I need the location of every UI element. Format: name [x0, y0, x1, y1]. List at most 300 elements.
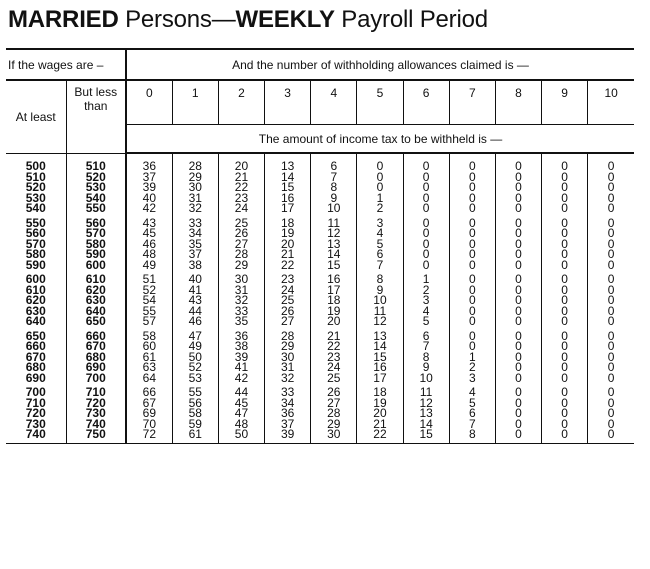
tax-cell-allowance-10: 0: [588, 193, 634, 204]
wage-but-less-than: 710: [66, 383, 126, 398]
tax-cell-allowance-10: 0: [588, 203, 634, 214]
wage-but-less-than: 580: [66, 239, 126, 250]
tax-cell-allowance-0: 64: [126, 373, 172, 384]
tax-cell-allowance-4: 14: [311, 249, 357, 260]
tax-cell-allowance-0: 43: [126, 214, 172, 229]
tax-cell-allowance-9: 0: [542, 419, 588, 430]
tax-cell-allowance-1: 53: [172, 373, 218, 384]
table-row: [6, 153, 634, 172]
tax-cell-allowance-8: 0: [495, 239, 541, 250]
tax-cell-allowance-1: 61: [172, 429, 218, 443]
tax-cell-allowance-1: 43: [172, 295, 218, 306]
tax-cell-allowance-9: 0: [542, 228, 588, 239]
tax-cell-allowance-4: 21: [311, 327, 357, 342]
tax-cell-allowance-2: 41: [218, 362, 264, 373]
tax-cell-allowance-3: 16: [265, 193, 311, 204]
tax-cell-allowance-6: 0: [403, 249, 449, 260]
withholding-table: [6, 48, 634, 444]
tax-cell-allowance-10: 0: [588, 408, 634, 419]
tax-cell-allowance-2: 32: [218, 295, 264, 306]
tax-cell-allowance-1: 31: [172, 193, 218, 204]
wage-but-less-than: 700: [66, 373, 126, 384]
tax-cell-allowance-1: 29: [172, 172, 218, 183]
wage-but-less-than: 730: [66, 408, 126, 419]
tax-cell-allowance-5: 19: [357, 398, 403, 409]
table-row: [6, 429, 634, 443]
tax-cell-allowance-6: 11: [403, 383, 449, 398]
allowance-col-0: 0: [126, 80, 172, 125]
tax-cell-allowance-4: 7: [311, 172, 357, 183]
wage-at-least: 540: [25, 201, 46, 215]
allowance-col-4: 4: [311, 80, 357, 125]
tax-cell-allowance-7: 0: [449, 153, 495, 172]
tax-cell-allowance-1: 37: [172, 249, 218, 260]
wage-at-least: 690: [25, 370, 46, 385]
tax-cell-allowance-6: 15: [403, 429, 449, 443]
header-row-2: [6, 80, 634, 125]
tax-cell-allowance-10: 0: [588, 398, 634, 409]
tax-cell-allowance-2: 35: [218, 316, 264, 327]
table-row: [6, 316, 634, 327]
tax-cell-allowance-8: 0: [495, 203, 541, 214]
tax-cell-allowance-5: 1: [357, 193, 403, 204]
at-least-header: At least: [6, 80, 66, 153]
tax-cell-allowance-3: 33: [265, 383, 311, 398]
tax-cell-allowance-9: 0: [542, 285, 588, 296]
wage-at-least: 700: [25, 385, 46, 399]
tax-cell-allowance-7: 4: [449, 383, 495, 398]
wage-at-least: 600: [25, 272, 46, 286]
tax-cell-allowance-1: 55: [172, 383, 218, 398]
wage-but-less-than: 630: [66, 295, 126, 306]
table-row: [6, 260, 634, 271]
tax-cell-allowance-3: 36: [265, 408, 311, 419]
tax-cell-allowance-0: 52: [126, 285, 172, 296]
tax-cell-allowance-1: 38: [172, 260, 218, 271]
tax-cell-allowance-9: 0: [542, 295, 588, 306]
tax-cell-allowance-2: 50: [218, 429, 264, 443]
tax-cell-allowance-1: 35: [172, 239, 218, 250]
wage-but-less-than: 560: [66, 214, 126, 229]
wage-but-less-than: 750: [66, 429, 126, 443]
tax-cell-allowance-8: 0: [495, 172, 541, 183]
tax-cell-allowance-7: 0: [449, 341, 495, 352]
tax-cell-allowance-6: 0: [403, 153, 449, 172]
tax-cell-allowance-2: 44: [218, 383, 264, 398]
tax-cell-allowance-2: 31: [218, 285, 264, 296]
tax-cell-allowance-9: 0: [542, 316, 588, 327]
tax-cell-allowance-2: 21: [218, 172, 264, 183]
tax-cell-allowance-6: 2: [403, 285, 449, 296]
tax-cell-allowance-1: 34: [172, 228, 218, 239]
tax-cell-allowance-1: 30: [172, 182, 218, 193]
tax-cell-allowance-2: 36: [218, 327, 264, 342]
tax-cell-allowance-7: 0: [449, 239, 495, 250]
wage-but-less-than: 540: [66, 193, 126, 204]
tax-cell-allowance-3: 14: [265, 172, 311, 183]
tax-cell-allowance-0: 63: [126, 362, 172, 373]
tax-cell-allowance-9: 0: [542, 270, 588, 285]
tax-cell-allowance-3: 34: [265, 398, 311, 409]
tax-cell-allowance-5: 0: [357, 153, 403, 172]
wage-but-less-than: 690: [66, 362, 126, 373]
tax-cell-allowance-3: 26: [265, 306, 311, 317]
wage-at-least: 730: [25, 416, 46, 431]
wage-but-less-than: 740: [66, 419, 126, 430]
tax-cell-allowance-0: 66: [126, 383, 172, 398]
tax-cell-allowance-7: 0: [449, 285, 495, 296]
allowance-col-1: 1: [172, 80, 218, 125]
wage-at-least: 550: [25, 215, 46, 230]
wage-at-least: 680: [25, 360, 46, 374]
tax-cell-allowance-5: 5: [357, 239, 403, 250]
tax-cell-allowance-10: 0: [588, 153, 634, 172]
wage-at-least: 610: [25, 282, 46, 297]
tax-cell-allowance-3: 30: [265, 352, 311, 363]
tax-cell-allowance-5: 10: [357, 295, 403, 306]
tax-cell-allowance-4: 12: [311, 228, 357, 239]
tax-cell-allowance-4: 16: [311, 270, 357, 285]
tax-cell-allowance-3: 23: [265, 270, 311, 285]
tax-cell-allowance-2: 28: [218, 249, 264, 260]
tax-cell-allowance-3: 22: [265, 260, 311, 271]
tax-cell-allowance-5: 2: [357, 203, 403, 214]
wage-at-least: 710: [25, 395, 46, 410]
tax-cell-allowance-9: 0: [542, 429, 588, 443]
tax-cell-allowance-3: 25: [265, 295, 311, 306]
tax-cell-allowance-9: 0: [542, 341, 588, 352]
tax-cell-allowance-1: 40: [172, 270, 218, 285]
tax-cell-allowance-2: 30: [218, 270, 264, 285]
wage-at-least: 650: [25, 328, 46, 343]
tax-cell-allowance-2: 20: [218, 153, 264, 172]
title-married: MARRIED: [8, 6, 119, 33]
tax-cell-allowance-4: 11: [311, 214, 357, 229]
tax-cell-allowance-5: 16: [357, 362, 403, 373]
tax-cell-allowance-6: 0: [403, 182, 449, 193]
tax-cell-allowance-5: 14: [357, 341, 403, 352]
tax-cell-allowance-10: 0: [588, 228, 634, 239]
wage-at-least: 740: [6, 429, 66, 443]
tax-cell-allowance-8: 0: [495, 182, 541, 193]
page-title: [8, 6, 488, 34]
tax-cell-allowance-1: 50: [172, 352, 218, 363]
tax-cell-allowance-0: 45: [126, 228, 172, 239]
allowance-col-2: 2: [218, 80, 264, 125]
wage-at-least: 510: [25, 169, 46, 184]
tax-cell-allowance-0: 39: [126, 182, 172, 193]
tax-cell-allowance-6: 9: [403, 362, 449, 373]
tax-cell-allowance-10: 0: [588, 341, 634, 352]
tax-cell-allowance-0: 46: [126, 239, 172, 250]
tax-cell-allowance-8: 0: [495, 408, 541, 419]
tax-cell-allowance-10: 0: [588, 295, 634, 306]
tax-cell-allowance-8: 0: [495, 429, 541, 443]
tax-cell-allowance-3: 15: [265, 182, 311, 193]
tax-cell-allowance-0: 58: [126, 327, 172, 342]
tax-cell-allowance-2: 33: [218, 306, 264, 317]
tax-cell-allowance-7: 5: [449, 398, 495, 409]
allowance-col-5: 5: [357, 80, 403, 125]
tax-cell-allowance-9: 0: [542, 172, 588, 183]
tax-cell-allowance-4: 23: [311, 352, 357, 363]
tax-cell-allowance-5: 11: [357, 306, 403, 317]
tax-cell-allowance-5: 22: [357, 429, 403, 443]
tax-cell-allowance-8: 0: [495, 249, 541, 260]
tax-cell-allowance-6: 7: [403, 341, 449, 352]
tax-cell-allowance-2: 23: [218, 193, 264, 204]
tax-cell-allowance-8: 0: [495, 419, 541, 430]
tax-cell-allowance-1: 33: [172, 214, 218, 229]
tax-cell-allowance-9: 0: [542, 260, 588, 271]
tax-cell-allowance-2: 47: [218, 408, 264, 419]
tax-cell-allowance-7: 3: [449, 373, 495, 384]
tax-cell-allowance-8: 0: [495, 214, 541, 229]
tax-cell-allowance-2: 42: [218, 373, 264, 384]
tax-cell-allowance-6: 13: [403, 408, 449, 419]
tax-cell-allowance-4: 17: [311, 285, 357, 296]
wage-at-least: 560: [25, 226, 46, 240]
tax-cell-allowance-4: 22: [311, 341, 357, 352]
tax-cell-allowance-10: 0: [588, 383, 634, 398]
tax-cell-allowance-10: 0: [588, 327, 634, 342]
title-period: Payroll Period: [334, 6, 488, 33]
tax-cell-allowance-1: 47: [172, 327, 218, 342]
tax-cell-allowance-5: 12: [357, 316, 403, 327]
tax-cell-allowance-10: 0: [588, 270, 634, 285]
tax-cell-allowance-9: 0: [542, 182, 588, 193]
allowance-col-6: 6: [403, 80, 449, 125]
tax-cell-allowance-0: 54: [126, 295, 172, 306]
tax-cell-allowance-8: 0: [495, 193, 541, 204]
tax-cell-allowance-5: 0: [357, 172, 403, 183]
tax-cell-allowance-9: 0: [542, 383, 588, 398]
tax-cell-allowance-8: 0: [495, 316, 541, 327]
tax-cell-allowance-0: 51: [126, 270, 172, 285]
tax-cell-allowance-0: 48: [126, 249, 172, 260]
tax-cell-allowance-5: 15: [357, 352, 403, 363]
tax-cell-allowance-3: 19: [265, 228, 311, 239]
tax-cell-allowance-3: 31: [265, 362, 311, 373]
tax-cell-allowance-10: 0: [588, 172, 634, 183]
tax-cell-allowance-1: 44: [172, 306, 218, 317]
tax-cell-allowance-3: 37: [265, 419, 311, 430]
tax-cell-allowance-6: 6: [403, 327, 449, 342]
tax-cell-allowance-1: 49: [172, 341, 218, 352]
wage-but-less-than: 720: [66, 398, 126, 409]
wage-but-less-than: 640: [66, 306, 126, 317]
tax-cell-allowance-0: 69: [126, 408, 172, 419]
tax-cell-allowance-4: 26: [311, 383, 357, 398]
tax-cell-allowance-3: 32: [265, 373, 311, 384]
tax-cell-allowance-7: 0: [449, 203, 495, 214]
tax-cell-allowance-9: 0: [542, 373, 588, 384]
tax-cell-allowance-10: 0: [588, 260, 634, 271]
tax-cell-allowance-6: 12: [403, 398, 449, 409]
tax-cell-allowance-4: 13: [311, 239, 357, 250]
tax-cell-allowance-5: 18: [357, 383, 403, 398]
tax-cell-allowance-5: 13: [357, 327, 403, 342]
allowance-col-3: 3: [265, 80, 311, 125]
tax-cell-allowance-4: 25: [311, 373, 357, 384]
tax-cell-allowance-8: 0: [495, 285, 541, 296]
tax-cell-allowance-6: 0: [403, 172, 449, 183]
tax-cell-allowance-3: 13: [265, 153, 311, 172]
tax-cell-allowance-6: 0: [403, 239, 449, 250]
tax-cell-allowance-9: 0: [542, 327, 588, 342]
tax-cell-allowance-3: 21: [265, 249, 311, 260]
tax-cell-allowance-5: 7: [357, 260, 403, 271]
wage-at-least: 660: [25, 339, 46, 353]
tax-cell-allowance-10: 0: [588, 316, 634, 327]
tax-cell-allowance-0: 37: [126, 172, 172, 183]
tax-cell-allowance-2: 39: [218, 352, 264, 363]
tax-cell-allowance-9: 0: [542, 408, 588, 419]
tax-cell-allowance-4: 24: [311, 362, 357, 373]
tax-cell-allowance-5: 8: [357, 270, 403, 285]
tax-cell-allowance-2: 48: [218, 419, 264, 430]
tax-cell-allowance-9: 0: [542, 398, 588, 409]
tax-cell-allowance-10: 0: [588, 214, 634, 229]
tax-cell-allowance-6: 0: [403, 193, 449, 204]
wage-at-least: 530: [25, 190, 46, 205]
tax-cell-allowance-4: 20: [311, 316, 357, 327]
wage-at-least: 630: [25, 303, 46, 318]
tax-cell-allowance-7: 0: [449, 316, 495, 327]
wage-at-least: 620: [25, 293, 46, 307]
tax-cell-allowance-5: 17: [357, 373, 403, 384]
tax-cell-allowance-7: 0: [449, 228, 495, 239]
tax-cell-allowance-10: 0: [588, 362, 634, 373]
tax-cell-allowance-10: 0: [588, 419, 634, 430]
tax-cell-allowance-3: 18: [265, 214, 311, 229]
tax-cell-allowance-3: 39: [265, 429, 311, 443]
tax-cell-allowance-9: 0: [542, 203, 588, 214]
tax-cell-allowance-2: 27: [218, 239, 264, 250]
tax-cell-allowance-4: 29: [311, 419, 357, 430]
tax-rows: [6, 153, 634, 443]
tax-cell-allowance-0: 42: [126, 203, 172, 214]
tax-cell-allowance-2: 45: [218, 398, 264, 409]
tax-cell-allowance-7: 0: [449, 260, 495, 271]
wage-but-less-than: 520: [66, 172, 126, 183]
tax-cell-allowance-2: 29: [218, 260, 264, 271]
title-weekly: WEEKLY: [235, 6, 335, 33]
tax-cell-allowance-9: 0: [542, 249, 588, 260]
tax-cell-allowance-1: 28: [172, 153, 218, 172]
tax-cell-allowance-0: 40: [126, 193, 172, 204]
tax-cell-allowance-2: 26: [218, 228, 264, 239]
tax-cell-allowance-3: 20: [265, 239, 311, 250]
tax-cell-allowance-6: 3: [403, 295, 449, 306]
tax-cell-allowance-5: 3: [357, 214, 403, 229]
tax-cell-allowance-0: 70: [126, 419, 172, 430]
tax-cell-allowance-8: 0: [495, 153, 541, 172]
tax-cell-allowance-0: 61: [126, 352, 172, 363]
tax-cell-allowance-4: 6: [311, 153, 357, 172]
tax-cell-allowance-8: 0: [495, 260, 541, 271]
wage-but-less-than: 620: [66, 285, 126, 296]
tax-cell-allowance-7: 0: [449, 270, 495, 285]
tax-cell-allowance-0: 36: [126, 153, 172, 172]
tax-cell-allowance-8: 0: [495, 383, 541, 398]
header-row-1: [6, 49, 634, 80]
wage-but-less-than: 510: [66, 153, 126, 172]
tax-cell-allowance-10: 0: [588, 285, 634, 296]
title-persons: Persons—: [118, 6, 236, 33]
tax-cell-allowance-0: 72: [126, 429, 172, 443]
tax-cell-allowance-10: 0: [588, 373, 634, 384]
wage-at-least: 580: [25, 247, 46, 261]
tax-cell-allowance-5: 6: [357, 249, 403, 260]
wage-at-least: 590: [25, 257, 46, 272]
tax-cell-allowance-4: 18: [311, 295, 357, 306]
tax-cell-allowance-4: 28: [311, 408, 357, 419]
tax-cell-allowance-6: 0: [403, 228, 449, 239]
tax-cell-allowance-7: 0: [449, 172, 495, 183]
tax-cell-allowance-0: 60: [126, 341, 172, 352]
table-row: [6, 203, 634, 214]
tax-cell-allowance-8: 0: [495, 228, 541, 239]
tax-cell-allowance-8: 0: [495, 306, 541, 317]
tax-cell-allowance-4: 10: [311, 203, 357, 214]
tax-cell-allowance-6: 0: [403, 203, 449, 214]
tax-cell-allowance-7: 0: [449, 182, 495, 193]
tax-cell-allowance-7: 0: [449, 214, 495, 229]
but-less-than-header: But less than: [66, 80, 126, 153]
tax-cell-allowance-3: 17: [265, 203, 311, 214]
tax-cell-allowance-0: 49: [126, 260, 172, 271]
tax-cell-allowance-9: 0: [542, 352, 588, 363]
tax-cell-allowance-1: 32: [172, 203, 218, 214]
tax-cell-allowance-3: 27: [265, 316, 311, 327]
tax-cell-allowance-6: 4: [403, 306, 449, 317]
withheld-header: The amount of income tax to be withheld is —: [126, 125, 634, 154]
tax-cell-allowance-8: 0: [495, 270, 541, 285]
wage-at-least: 640: [25, 314, 46, 328]
tax-cell-allowance-5: 9: [357, 285, 403, 296]
tax-cell-allowance-0: 67: [126, 398, 172, 409]
wage-but-less-than: 530: [66, 182, 126, 193]
tax-cell-allowance-6: 10: [403, 373, 449, 384]
tax-cell-allowance-9: 0: [542, 239, 588, 250]
tax-cell-allowance-10: 0: [588, 352, 634, 363]
tax-cell-allowance-8: 0: [495, 362, 541, 373]
wage-but-less-than: 680: [66, 352, 126, 363]
tax-cell-allowance-8: 0: [495, 327, 541, 342]
wage-but-less-than: 670: [66, 341, 126, 352]
wage-but-less-than: 570: [66, 228, 126, 239]
tax-cell-allowance-1: 59: [172, 419, 218, 430]
tax-cell-allowance-0: 55: [126, 306, 172, 317]
allowance-col-7: 7: [449, 80, 495, 125]
wage-but-less-than: 590: [66, 249, 126, 260]
tax-cell-allowance-4: 8: [311, 182, 357, 193]
tax-cell-allowance-7: 8: [449, 429, 495, 443]
tax-cell-allowance-2: 24: [218, 203, 264, 214]
tax-cell-allowance-5: 21: [357, 419, 403, 430]
wage-at-least: 500: [25, 158, 46, 173]
tax-cell-allowance-10: 0: [588, 182, 634, 193]
tax-cell-allowance-8: 0: [495, 398, 541, 409]
wage-but-less-than: 600: [66, 260, 126, 271]
tax-cell-allowance-7: 0: [449, 249, 495, 260]
tax-cell-allowance-9: 0: [542, 153, 588, 172]
wage-at-least: 520: [25, 180, 46, 194]
tax-cell-allowance-8: 0: [495, 341, 541, 352]
tax-cell-allowance-5: 0: [357, 182, 403, 193]
allowances-header: And the number of withholding allowances claimed is —: [126, 49, 634, 80]
